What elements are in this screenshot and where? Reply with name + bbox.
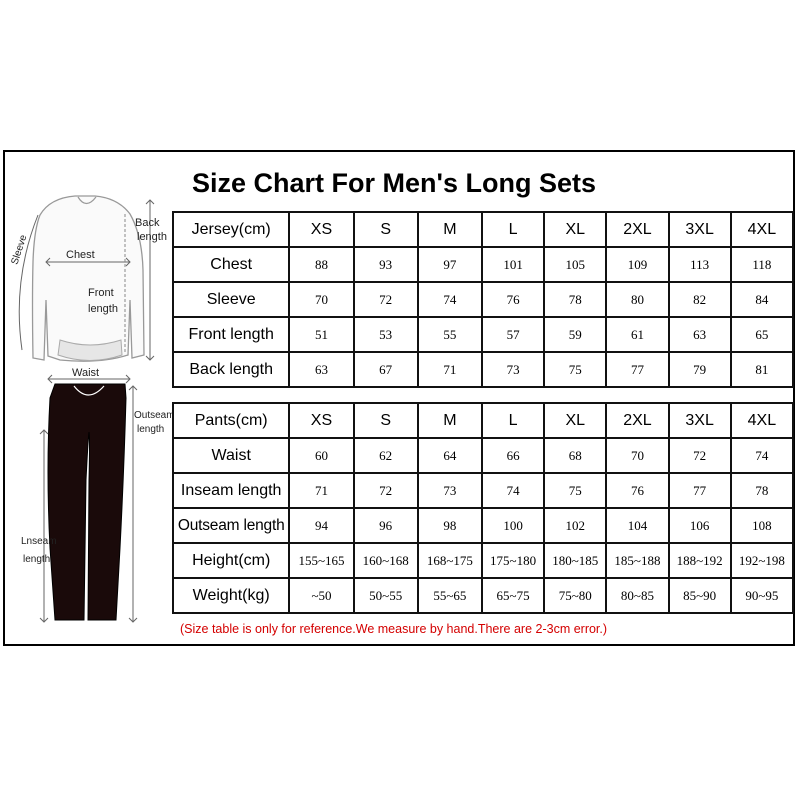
waist-label: Waist [72,367,100,379]
table-cell: 93 [354,247,418,282]
jersey-header-row [173,212,793,247]
header-cell: Jersey(cm) [173,212,289,247]
table-cell: 70 [606,438,668,473]
table-cell: 75 [544,352,606,387]
back-length-label-2: length [137,231,167,243]
table-cell: 94 [289,508,353,543]
table-row [173,543,793,578]
row-label: Weight(kg) [173,578,289,613]
table-cell: 90~95 [731,578,793,613]
table-cell: 64 [418,438,482,473]
table-cell: 63 [669,317,731,352]
row-label: Waist [173,438,289,473]
table-cell: 104 [606,508,668,543]
table-cell: 100 [482,508,544,543]
table-cell: 67 [354,352,418,387]
table-cell: 59 [544,317,606,352]
table-cell: 65~75 [482,578,544,613]
chart-title: Size Chart For Men's Long Sets [192,168,596,198]
table-cell: 98 [418,508,482,543]
table-cell: 75 [544,473,606,508]
table-cell: 96 [354,508,418,543]
header-cell: 4XL [731,403,793,438]
table-cell: 60 [289,438,353,473]
table-cell: 76 [606,473,668,508]
row-label: Front length [173,317,289,352]
header-cell: 4XL [731,212,793,247]
table-cell: 168~175 [418,543,482,578]
measurement-disclaimer: (Size table is only for reference.We measure by hand.There are 2-3cm error.) [180,622,608,636]
table-row [173,247,793,282]
header-cell: 2XL [606,403,668,438]
table-cell: 73 [482,352,544,387]
table-row [173,438,793,473]
table-cell: 68 [544,438,606,473]
table-cell: 85~90 [669,578,731,613]
table-cell: 84 [731,282,793,317]
table-cell: 188~192 [669,543,731,578]
table-cell: 55~65 [418,578,482,613]
back-length-label-1: Back [135,217,160,229]
table-cell: 192~198 [731,543,793,578]
sleeve-label: Sleeve [9,233,30,267]
table-cell: 57 [482,317,544,352]
table-cell: 74 [418,282,482,317]
table-row [173,282,793,317]
table-cell: 65 [731,317,793,352]
table-cell: 77 [669,473,731,508]
table-cell: 62 [354,438,418,473]
table-cell: 160~168 [354,543,418,578]
outseam-label-1: Outseam [134,410,175,421]
table-cell: 77 [606,352,668,387]
table-cell: 74 [482,473,544,508]
inseam-label-2: length [23,554,51,565]
table-cell: 51 [289,317,353,352]
front-length-label-2: length [88,303,118,315]
table-cell: 88 [289,247,353,282]
table-row [173,578,793,613]
table-cell: 76 [482,282,544,317]
table-cell: 74 [731,438,793,473]
garment-illustration [0,0,175,650]
header-cell: Pants(cm) [173,403,289,438]
table-row [173,508,793,543]
pants-icon [40,375,137,622]
table-cell: 118 [731,247,793,282]
table-cell: 105 [544,247,606,282]
table-cell: 155~165 [289,543,353,578]
table-cell: 108 [731,508,793,543]
jersey-size-table [172,211,794,388]
header-cell: L [482,403,544,438]
table-row [173,352,793,387]
table-cell: 82 [669,282,731,317]
pants-size-table [172,402,794,614]
row-label: Inseam length [173,473,289,508]
table-cell: 73 [418,473,482,508]
header-cell: M [418,403,482,438]
table-cell: 78 [544,282,606,317]
table-cell: ~50 [289,578,353,613]
table-cell: 185~188 [606,543,668,578]
table-cell: 63 [289,352,353,387]
row-label: Chest [173,247,289,282]
table-cell: 75~80 [544,578,606,613]
table-cell: 70 [289,282,353,317]
row-label: Sleeve [173,282,289,317]
jersey-icon [19,196,154,361]
row-label: Back length [173,352,289,387]
table-cell: 81 [731,352,793,387]
header-cell: XL [544,403,606,438]
header-cell: 3XL [669,403,731,438]
table-cell: 175~180 [482,543,544,578]
table-cell: 101 [482,247,544,282]
header-cell: S [354,212,418,247]
table-cell: 71 [418,352,482,387]
table-cell: 102 [544,508,606,543]
header-cell: XS [289,212,353,247]
table-cell: 55 [418,317,482,352]
header-cell: M [418,212,482,247]
header-cell: S [354,403,418,438]
table-cell: 80 [606,282,668,317]
chest-label: Chest [66,249,95,261]
table-cell: 72 [669,438,731,473]
front-length-label-1: Front [88,287,114,299]
table-cell: 109 [606,247,668,282]
table-cell: 80~85 [606,578,668,613]
inseam-label-1: Lnseam [21,536,57,547]
table-cell: 53 [354,317,418,352]
pants-header-row [173,403,793,438]
row-label: Height(cm) [173,543,289,578]
table-row [173,473,793,508]
table-cell: 113 [669,247,731,282]
header-cell: L [482,212,544,247]
table-cell: 180~185 [544,543,606,578]
table-cell: 106 [669,508,731,543]
table-cell: 97 [418,247,482,282]
table-cell: 72 [354,473,418,508]
table-cell: 66 [482,438,544,473]
table-cell: 61 [606,317,668,352]
outseam-label-2: length [137,424,165,435]
header-cell: 2XL [606,212,668,247]
table-cell: 50~55 [354,578,418,613]
table-cell: 72 [354,282,418,317]
row-label: Outseam length [173,508,289,543]
table-cell: 71 [289,473,353,508]
table-cell: 78 [731,473,793,508]
table-cell: 79 [669,352,731,387]
header-cell: 3XL [669,212,731,247]
header-cell: XS [289,403,353,438]
table-row [173,317,793,352]
header-cell: XL [544,212,606,247]
